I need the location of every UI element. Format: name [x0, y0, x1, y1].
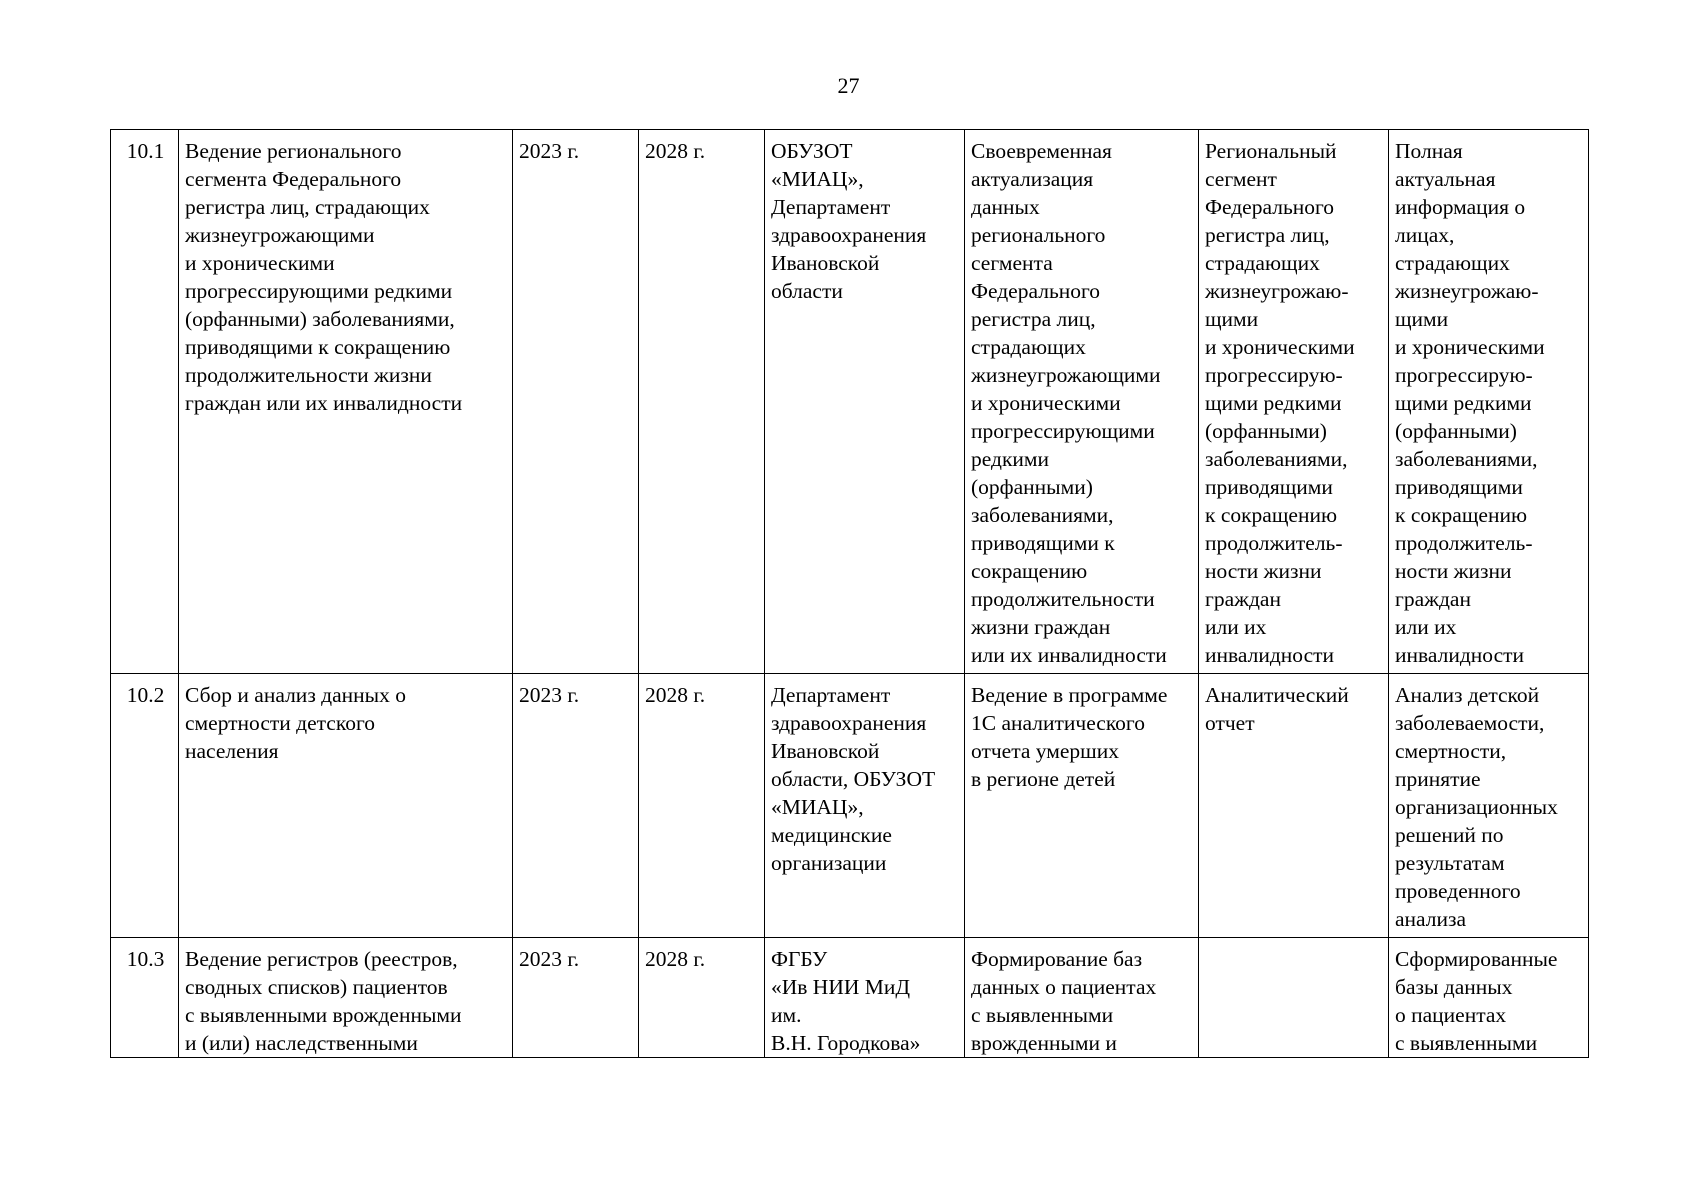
text-line: жизнеугрожаю- [1205, 279, 1349, 303]
cell-start-date: 2023 г. [513, 674, 639, 938]
text-line: приводящими [1205, 475, 1333, 499]
text-line: Федерального [1205, 195, 1335, 219]
text-line: граждан [1395, 587, 1471, 611]
cell-indicator [1199, 938, 1389, 1058]
text-line: и хроническими [1395, 335, 1545, 359]
cell-expected-result [965, 938, 1199, 1058]
cell-outcome [1389, 674, 1589, 938]
cell-expected-result [965, 674, 1199, 938]
text-line: им. [771, 1003, 802, 1027]
text-line: принятие [1395, 767, 1481, 791]
text-line: приводящими к сокращению [185, 335, 451, 359]
text-line: в регионе детей [971, 767, 1116, 791]
text-line: и (или) наследственными [185, 1031, 418, 1055]
text-line: или их [1205, 615, 1267, 639]
text-line: регионального [971, 223, 1106, 247]
text-line: (орфанными) [971, 475, 1093, 499]
text-line: Региональный [1205, 139, 1337, 163]
text-line: граждан [1205, 587, 1281, 611]
text-line: Департамент [771, 195, 891, 219]
text-line: заболеваниями, [971, 503, 1114, 527]
cell-indicator [1199, 674, 1389, 938]
text-line: прогрессирую- [1205, 363, 1343, 387]
text-line: «МИАЦ», [771, 167, 864, 191]
text-line: к сокращению [1395, 503, 1528, 527]
cell-executor [765, 938, 965, 1058]
text-line: инвалидности [1205, 643, 1335, 667]
text-line: с выявленными врожденными [185, 1003, 462, 1027]
text-line: сегмента [971, 251, 1053, 275]
text-line: организации [771, 851, 887, 875]
text-line: щими [1205, 307, 1259, 331]
table-row [111, 674, 1589, 938]
text-line: с выявленными [1395, 1031, 1538, 1055]
text-line: и хроническими [1205, 335, 1355, 359]
text-line: к сокращению [1205, 503, 1338, 527]
cell-outcome [1389, 938, 1589, 1058]
text-line: Анализ детской [1395, 683, 1540, 707]
text-line: заболеваемости, [1395, 711, 1545, 735]
cell-start-date: 2023 г. [513, 938, 639, 1058]
text-line: прогрессирую- [1395, 363, 1533, 387]
text-line: щими редкими [1205, 391, 1342, 415]
text-line: Сформированные [1395, 947, 1558, 971]
text-line: отчета умерших [971, 739, 1119, 763]
text-line: актуальная [1395, 167, 1496, 191]
cell-executor [765, 674, 965, 938]
text-line: щими [1395, 307, 1449, 331]
text-line: страдающих [1395, 251, 1510, 275]
text-line: приводящими [1395, 475, 1523, 499]
text-line: страдающих [1205, 251, 1320, 275]
text-line: врожденными и [971, 1031, 1117, 1055]
text-line: жизнеугрожающими [971, 363, 1161, 387]
cell-end-date: 2028 г. [639, 938, 765, 1058]
text-line: «Ив НИИ МиД [771, 975, 911, 999]
text-line: данных о пациентах [971, 975, 1157, 999]
text-line: актуализация [971, 167, 1094, 191]
text-line: с выявленными [971, 1003, 1114, 1027]
text-line: редкими [971, 447, 1050, 471]
text-line: лицах, [1395, 223, 1455, 247]
page-number: 27 [837, 73, 860, 98]
text-line: решений по [1395, 823, 1504, 847]
text-line: и хроническими [971, 391, 1121, 415]
text-line: ФГБУ [771, 947, 828, 971]
text-line: Ведение в программе [971, 683, 1168, 707]
text-line: медицинские [771, 823, 892, 847]
text-line: области, ОБУЗОТ [771, 767, 936, 791]
text-line: продолжительности жизни [185, 363, 432, 387]
text-line: жизнеугрожающими [185, 223, 375, 247]
text-line: области [771, 279, 843, 303]
cell-end-date: 2028 г. [639, 674, 765, 938]
text-line: анализа [1395, 907, 1467, 931]
text-line: приводящими к [971, 531, 1115, 555]
text-line: Ведение регистров (реестров, [185, 947, 458, 971]
text-line: организационных [1395, 795, 1558, 819]
text-line: жизнеугрожаю- [1395, 279, 1539, 303]
cell-measure-name [179, 938, 513, 1058]
text-line: (орфанными) заболеваниями, [185, 307, 455, 331]
cell-end-date: 2028 г. [639, 130, 765, 674]
text-line: (орфанными) [1205, 419, 1327, 443]
text-line: смертности детского [185, 711, 375, 735]
text-line: заболеваниями, [1205, 447, 1348, 471]
text-line: смертности, [1395, 739, 1507, 763]
text-line: результатам [1395, 851, 1505, 875]
text-line: и хроническими [185, 251, 335, 275]
text-line: Федерального [971, 279, 1101, 303]
cell-outcome [1389, 130, 1589, 674]
cell-number: 10.1 [111, 130, 179, 674]
text-line: «МИАЦ», [771, 795, 864, 819]
cell-measure-name [179, 130, 513, 674]
text-line: Своевременная [971, 139, 1112, 163]
text-line: или их [1395, 615, 1457, 639]
text-line: сегмента Федерального [185, 167, 402, 191]
text-line: продолжитель- [1395, 531, 1533, 555]
text-line: (орфанными) [1395, 419, 1517, 443]
text-line: населения [185, 739, 279, 763]
text-line: 1С аналитического [971, 711, 1145, 735]
text-line: регистра лиц, [971, 307, 1096, 331]
cell-number: 10.3 [111, 938, 179, 1058]
cell-executor [765, 130, 965, 674]
table-row [111, 130, 1589, 674]
text-line: заболеваниями, [1395, 447, 1538, 471]
text-line: ности жизни [1205, 559, 1322, 583]
text-line: ности жизни [1395, 559, 1512, 583]
text-line: Полная [1395, 139, 1463, 163]
text-line: Формирование баз [971, 947, 1143, 971]
text-line: Аналитический [1205, 683, 1349, 707]
text-line: Ведение регионального [185, 139, 402, 163]
text-line: продолжительности [971, 587, 1155, 611]
cell-expected-result [965, 130, 1199, 674]
cell-number: 10.2 [111, 674, 179, 938]
text-line: продолжитель- [1205, 531, 1343, 555]
text-line: сегмент [1205, 167, 1277, 191]
text-line: В.Н. Городкова» [771, 1031, 921, 1055]
text-line: информация о [1395, 195, 1526, 219]
text-line: регистра лиц, [1205, 223, 1330, 247]
text-line: жизни граждан [971, 615, 1111, 639]
text-line: здравоохранения [771, 223, 927, 247]
cell-start-date: 2023 г. [513, 130, 639, 674]
text-line: страдающих [971, 335, 1086, 359]
cell-measure-name [179, 674, 513, 938]
text-line: ОБУЗОТ [771, 139, 853, 163]
text-line: отчет [1205, 711, 1255, 735]
text-line: Ивановской [771, 251, 880, 275]
text-line: прогрессирующими [971, 419, 1155, 443]
measures-table [110, 129, 1589, 1058]
table-body [111, 130, 1589, 1058]
text-line: Сбор и анализ данных о [185, 683, 406, 707]
text-line: щими редкими [1395, 391, 1532, 415]
table-row [111, 938, 1589, 1058]
text-line: Ивановской [771, 739, 880, 763]
text-line: базы данных [1395, 975, 1513, 999]
text-line: данных [971, 195, 1040, 219]
text-line: инвалидности [1395, 643, 1525, 667]
text-line: Департамент [771, 683, 891, 707]
text-line: регистра лиц, страдающих [185, 195, 430, 219]
text-line: граждан или их инвалидности [185, 391, 463, 415]
text-line: сокращению [971, 559, 1088, 583]
text-line: о пациентах [1395, 1003, 1507, 1027]
text-line: сводных списков) пациентов [185, 975, 448, 999]
text-line: или их инвалидности [971, 643, 1167, 667]
cell-indicator [1199, 130, 1389, 674]
text-line: проведенного [1395, 879, 1521, 903]
text-line: здравоохранения [771, 711, 927, 735]
text-line: прогрессирующими редкими [185, 279, 453, 303]
